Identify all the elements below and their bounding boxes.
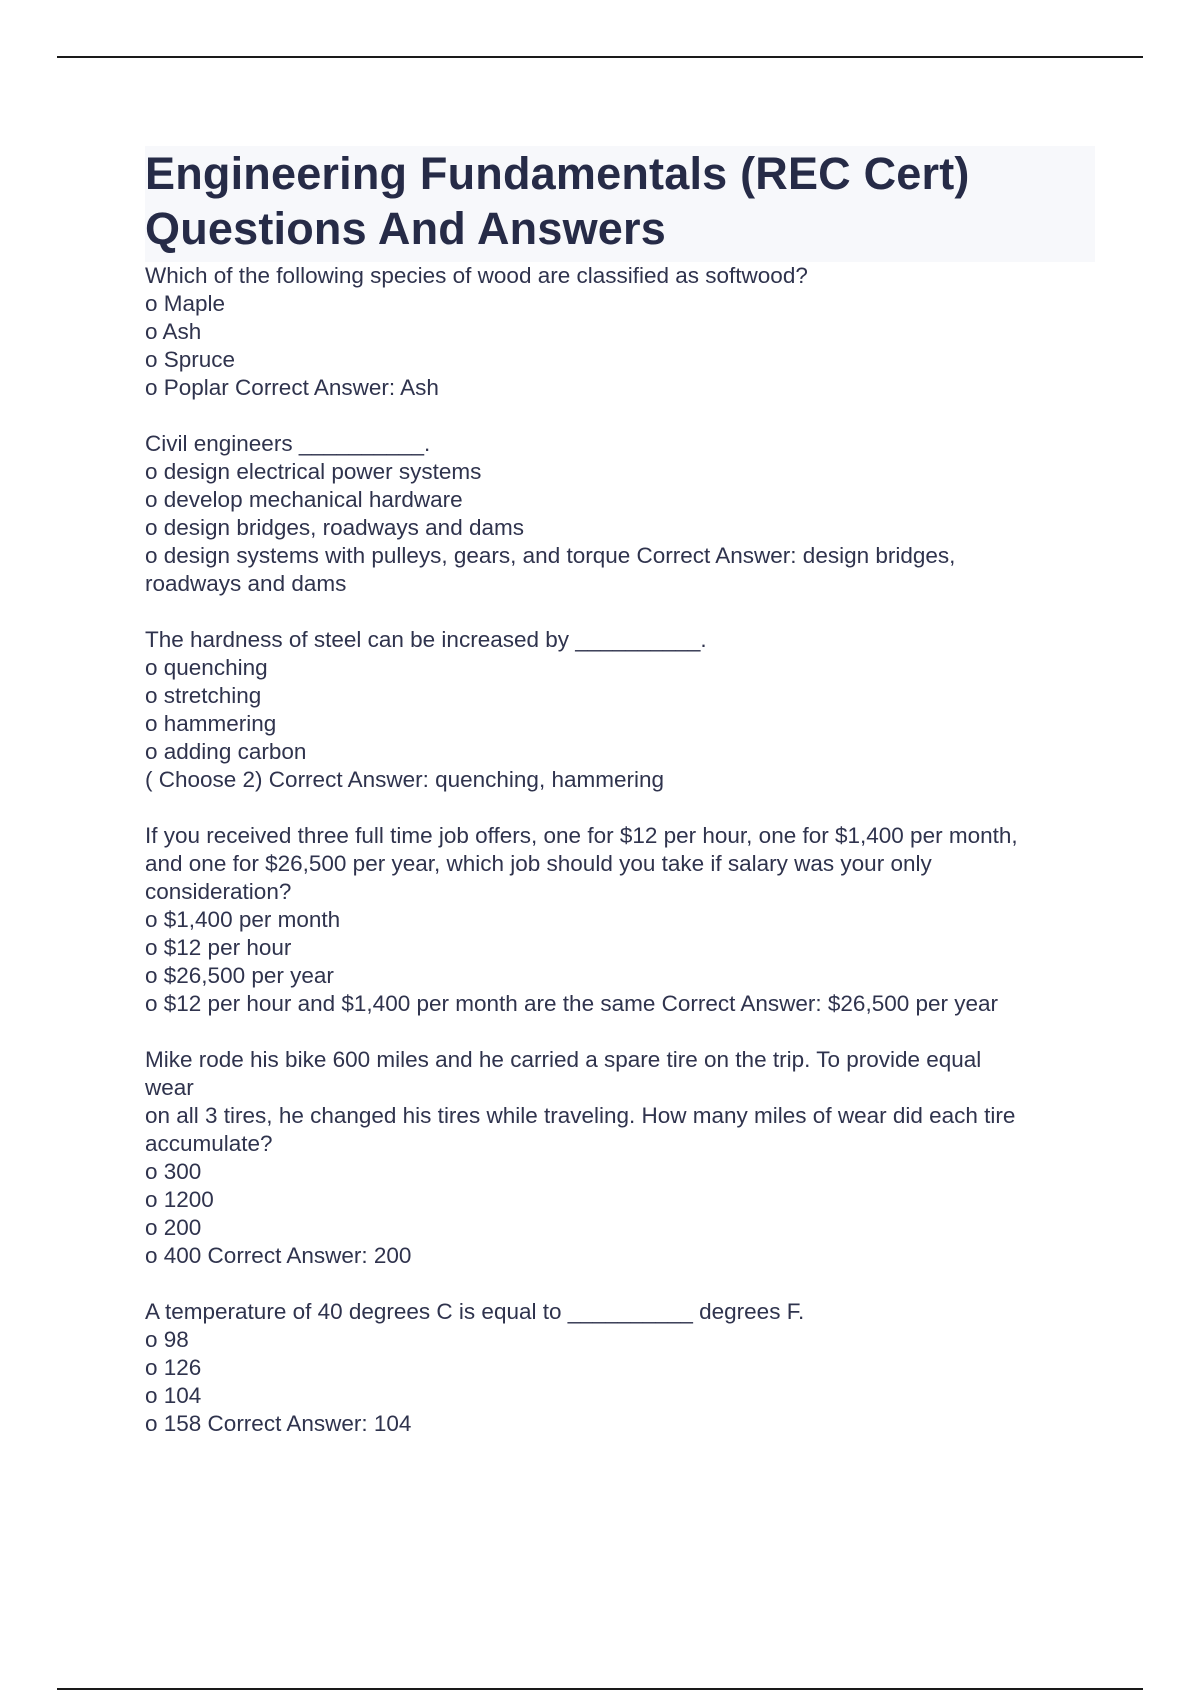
question-text: consideration? bbox=[145, 879, 292, 904]
document-body bbox=[145, 146, 1095, 1466]
correct-answer: ( Choose 2) Correct Answer: quenching, hammering bbox=[145, 767, 664, 792]
answer-option-with-correct-answer: o 158 Correct Answer: 104 bbox=[145, 1411, 412, 1436]
answer-option: o 1200 bbox=[145, 1187, 214, 1212]
title-line-2: Questions And Answers bbox=[145, 203, 666, 254]
question-text: If you received three full time job offers, one for $12 per hour, one for $1,400 per month, bbox=[145, 823, 1018, 848]
question-text: on all 3 tires, he changed his tires while traveling. How many miles of wear did each tire bbox=[145, 1103, 1016, 1128]
top-rule bbox=[57, 56, 1143, 58]
answer-option: o design bridges, roadways and dams bbox=[145, 515, 524, 540]
answer-option: o $1,400 per month bbox=[145, 907, 341, 932]
answer-option: o $26,500 per year bbox=[145, 963, 334, 988]
answer-option: o stretching bbox=[145, 683, 262, 708]
answer-option: o design electrical power systems bbox=[145, 459, 482, 484]
answer-option: o 98 bbox=[145, 1327, 189, 1352]
document-title bbox=[145, 146, 1095, 262]
question-text: Which of the following species of wood are classified as softwood? bbox=[145, 263, 808, 288]
answer-option: o 104 bbox=[145, 1383, 202, 1408]
answer-option: o quenching bbox=[145, 655, 268, 680]
question-block bbox=[145, 1298, 1095, 1438]
question-text: Mike rode his bike 600 miles and he carried a spare tire on the trip. To provide equal bbox=[145, 1047, 982, 1072]
answer-option: o develop mechanical hardware bbox=[145, 487, 463, 512]
question-text: The hardness of steel can be increased by __________. bbox=[145, 627, 707, 652]
answer-option: o adding carbon bbox=[145, 739, 307, 764]
answer-option: o 300 bbox=[145, 1159, 202, 1184]
question-block bbox=[145, 626, 1095, 794]
question-text: wear bbox=[145, 1075, 194, 1100]
title-line-1: Engineering Fundamentals (REC Cert) bbox=[145, 148, 970, 199]
answer-option-with-correct-answer: o Poplar Correct Answer: Ash bbox=[145, 375, 439, 400]
question-text: A temperature of 40 degrees C is equal to __________ degrees F. bbox=[145, 1299, 805, 1324]
question-text: accumulate? bbox=[145, 1131, 273, 1156]
bottom-rule bbox=[57, 1688, 1143, 1690]
question-block bbox=[145, 1046, 1095, 1270]
question-block bbox=[145, 262, 1095, 402]
question-text: and one for $26,500 per year, which job should you take if salary was your only bbox=[145, 851, 932, 876]
answer-option-with-correct-answer: o $12 per hour and $1,400 per month are the same Correct Answer: $26,500 per year bbox=[145, 991, 999, 1016]
answer-option-with-correct-answer: o 400 Correct Answer: 200 bbox=[145, 1243, 412, 1268]
answer-option: o Maple bbox=[145, 291, 226, 316]
correct-answer-continuation: roadways and dams bbox=[145, 571, 347, 596]
answer-option-with-correct-answer: o design systems with pulleys, gears, and torque Correct Answer: design bridges, bbox=[145, 543, 956, 568]
answer-option: o Spruce bbox=[145, 347, 236, 372]
answer-option: o 126 bbox=[145, 1355, 202, 1380]
question-block bbox=[145, 430, 1095, 598]
question-block bbox=[145, 822, 1095, 1018]
answer-option: o Ash bbox=[145, 319, 202, 344]
question-text: Civil engineers __________. bbox=[145, 431, 431, 456]
answer-option: o hammering bbox=[145, 711, 277, 736]
answer-option: o $12 per hour bbox=[145, 935, 292, 960]
answer-option: o 200 bbox=[145, 1215, 202, 1240]
